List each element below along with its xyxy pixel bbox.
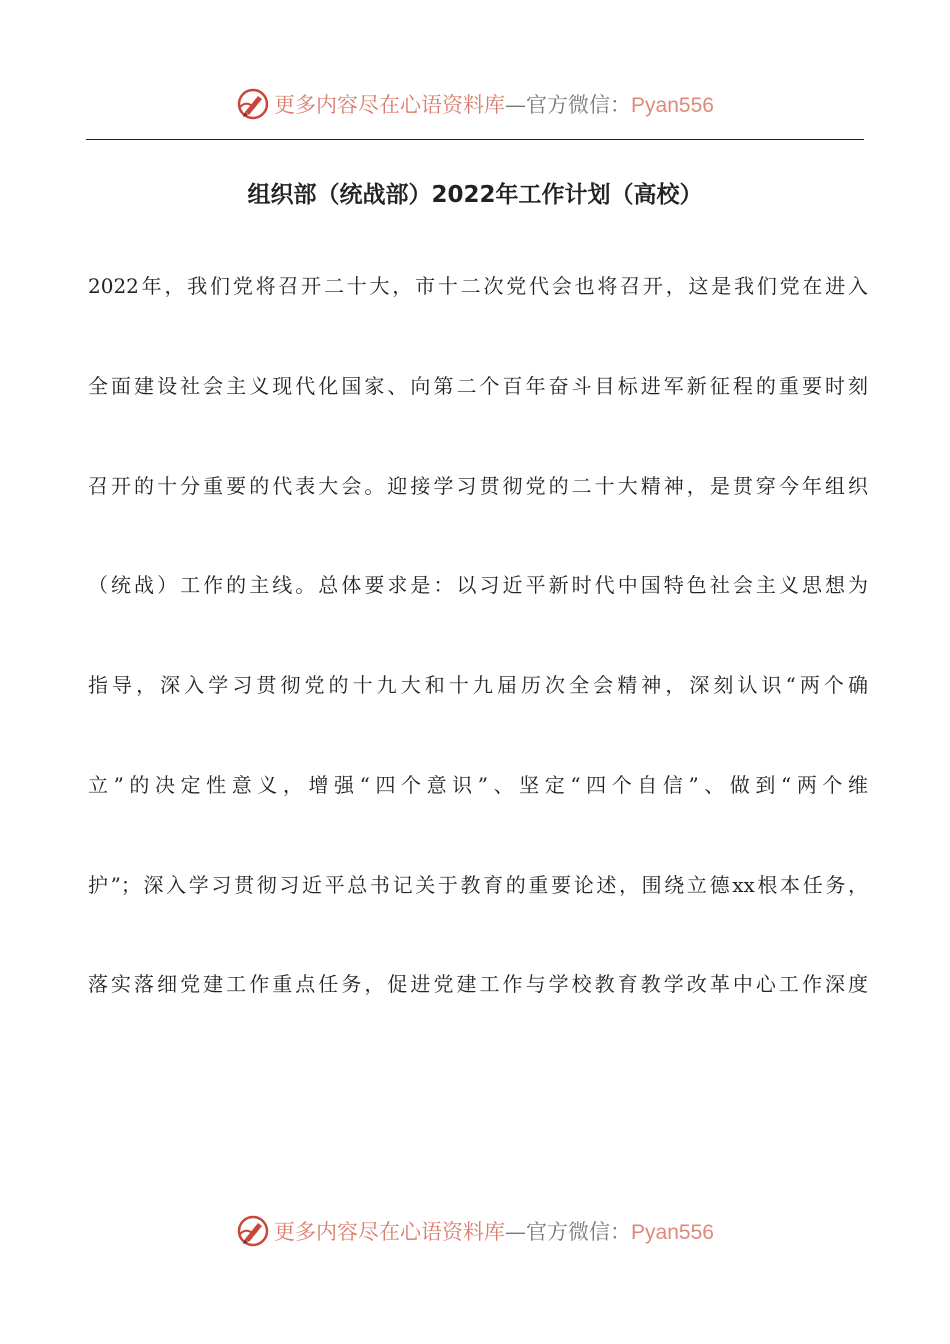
banner-text (274, 89, 714, 119)
header-divider (86, 139, 864, 140)
header-banner (0, 84, 950, 124)
body-line-3: 召开的十分重要的代表大会。迎接学习贯彻党的二十大精神，是贯穿今年组织 (88, 474, 868, 498)
banner-handle: Pyan556 (631, 94, 714, 117)
body-line-1: 2022年，我们党将召开二十大，市十二次党代会也将召开，这是我们党在进入 (88, 274, 868, 298)
body-line-5: 指导，深入学习贯彻党的十九大和十九届历次全会精神，深刻认识“两个确 (88, 673, 868, 697)
document-title: 组织部（统战部）2022年工作计划（高校） (247, 182, 703, 208)
pen-logo-icon (236, 87, 270, 121)
body-line-6: 立”的决定性意义，增强“四个意识”、坚定“四个自信”、做到“两个维 (88, 773, 868, 797)
body-line-7: 护”；深入学习贯彻习近平总书记关于教育的重要论述，围绕立德xx根本任务， (88, 873, 868, 897)
banner-separator: — (505, 93, 527, 117)
body-line-8: 落实落细党建工作重点任务，促进党建工作与学校教育教学改革中心工作深度 (88, 972, 868, 996)
banner-label: 官方微信： (526, 1220, 632, 1244)
body-line-4: （统战）工作的主线。总体要求是：以习近平新时代中国特色社会主义思想为 (88, 573, 868, 597)
banner-brand: 更多内容尽在心语资料库 (274, 93, 506, 117)
banner-brand: 更多内容尽在心语资料库 (274, 1220, 506, 1244)
banner-label: 官方微信： (526, 93, 632, 117)
banner-handle: Pyan556 (631, 1221, 714, 1244)
pen-logo-icon (236, 1214, 270, 1248)
body-line-2: 全面建设社会主义现代化国家、向第二个百年奋斗目标进军新征程的重要时刻 (88, 374, 868, 398)
footer-banner (0, 1211, 950, 1251)
banner-separator: — (505, 1220, 527, 1244)
banner-text (274, 1216, 714, 1246)
